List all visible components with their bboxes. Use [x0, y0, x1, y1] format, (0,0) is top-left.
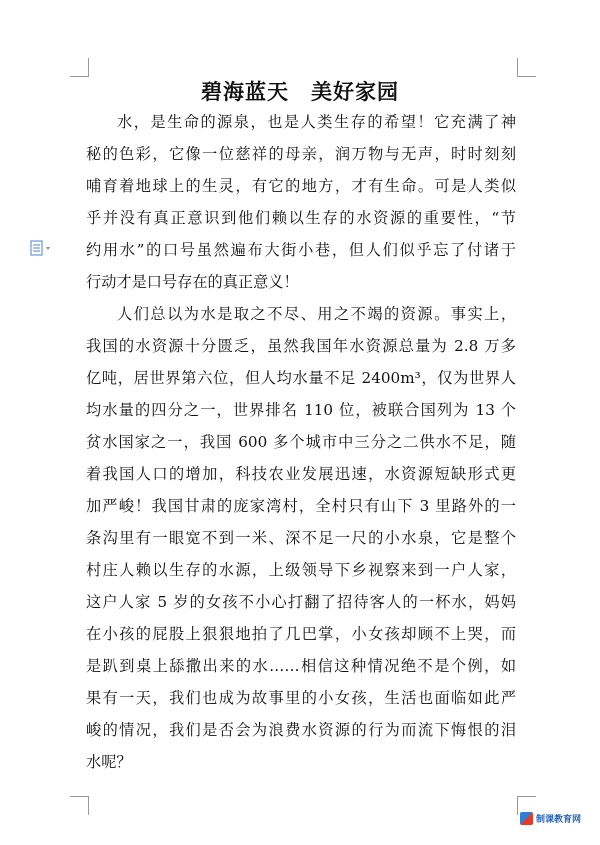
document-lines-icon[interactable] — [30, 240, 60, 256]
text-line: 行动才是口号存在的真正意义！ — [86, 273, 299, 291]
page-corner-mark-top-left — [70, 58, 89, 77]
document-title: 碧海蓝天 美好家园 — [201, 80, 399, 104]
text-line: 哺育着地球上的生灵，有它的地方，才有生命。可是人类似 — [86, 177, 516, 195]
text-line: 秘的色彩，它像一位慈祥的母亲，润万物与无声，时时刻刻 — [86, 145, 516, 163]
logo-text: 制课教育网 — [536, 814, 582, 825]
text-line: 均水量的四分之一，世界排名 110 位，被联合国列为 13 个 — [86, 401, 516, 419]
text-line: 水呢？ — [86, 753, 132, 771]
page-corner-mark-bottom-left — [70, 796, 89, 815]
text-line: 约用水”的口号虽然遍布大街小巷，但人们似乎忘了付诸于 — [86, 241, 516, 259]
text-line: 我国的水资源十分匮乏，虽然我国年水资源总量为 2.8 万多 — [86, 337, 516, 355]
document-body — [86, 106, 516, 778]
site-logo[interactable] — [520, 810, 581, 826]
text-line: 人们总以为水是取之不尽、用之不竭的资源。事实上， — [117, 305, 516, 323]
text-line: 在小孩的屁股上狠狠地拍了几巴掌，小女孩却顾不上哭，而 — [86, 625, 516, 643]
chevron-down-icon — [46, 247, 50, 250]
text-line: 加严峻！我国甘肃的庞家湾村，全村只有山下 3 里路外的一 — [86, 497, 516, 515]
page-corner-mark-top-right — [517, 58, 536, 77]
logo-mark-icon — [520, 812, 533, 825]
text-line: 峻的情况，我们是否会为浪费水资源的行为而流下悔恨的泪 — [86, 721, 516, 739]
text-line: 着我国人口的增加，科技农业发展迅速，水资源短缺形式更 — [86, 465, 516, 483]
text-line: 水，是生命的源泉，也是人类生存的希望！它充满了神 — [117, 113, 516, 131]
text-line: 果有一天，我们也成为故事里的小女孩，生活也面临如此严 — [86, 689, 516, 707]
text-line: 乎并没有真正意识到他们赖以生存的水资源的重要性，“节 — [86, 209, 516, 227]
paragraph-1 — [86, 106, 516, 298]
text-line: 是趴到桌上舔撒出来的水……相信这种情况绝不是个例，如 — [86, 657, 516, 675]
text-line: 村庄人赖以生存的水源，上级领导下乡视察来到一户人家， — [86, 561, 516, 579]
paragraph-1-lines — [86, 106, 516, 298]
text-line: 贫水国家之一，我国 600 多个城市中三分之二供水不足，随 — [86, 433, 516, 451]
text-line: 这户人家 5 岁的女孩不小心打翻了招待客人的一杯水，妈妈 — [86, 593, 516, 611]
text-line: 条沟里有一眼宽不到一米、深不足一尺的小水泉，它是整个 — [86, 529, 516, 547]
text-line: 亿吨，居世界第六位，但人均水量不足 2400m³，仅为世界人 — [86, 369, 516, 387]
paragraph-2 — [86, 298, 516, 778]
paragraph-2-lines — [86, 298, 516, 778]
